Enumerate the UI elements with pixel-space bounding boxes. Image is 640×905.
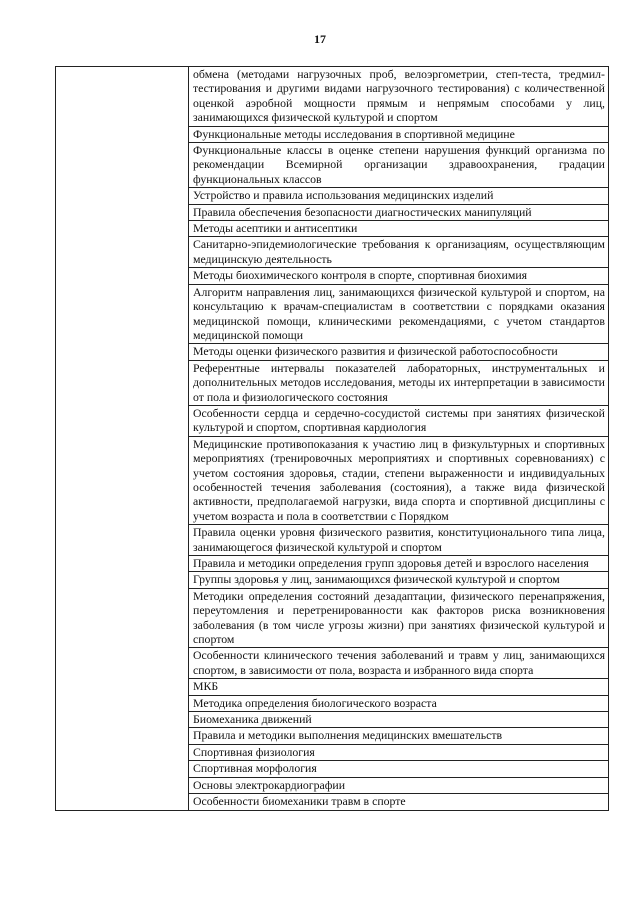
requirement-cell: Основы электрокардиографии <box>189 777 609 793</box>
requirement-cell: Санитарно-эпидемиологические требования к организациям, осуществляющим медицинскую деятельность <box>189 237 609 268</box>
requirement-cell: Функциональные методы исследования в спортивной медицине <box>189 126 609 142</box>
requirement-cell: Методика определения биологического возраста <box>189 695 609 711</box>
requirement-cell: Методы асептики и антисептики <box>189 221 609 237</box>
requirement-cell: Правила и методики определения групп здоровья детей и взрослого населения <box>189 556 609 572</box>
page-number: 17 <box>314 32 326 46</box>
requirement-cell: обмена (методами нагрузочных проб, велоэргометрии, степ-теста, тредмил-тестирования и другими видами нагрузочного тестирования) с количественной оценкой аэробной мощности прямым и непрямым способами у лиц, занимающихся физической культурой и спортом <box>189 67 609 127</box>
requirement-cell: Особенности клинического течения заболеваний и травм у лиц, занимающихся спортом, в зависимости от пола, возраста и избранного вида спорта <box>189 648 609 679</box>
table-body <box>56 67 609 811</box>
table-row <box>56 67 609 127</box>
requirement-cell: Правила и методики выполнения медицинских вмешательств <box>189 728 609 744</box>
requirement-cell: Биомеханика движений <box>189 712 609 728</box>
requirement-cell: Особенности сердца и сердечно-сосудистой системы при занятиях физической культурой и спортом, спортивная кардиология <box>189 405 609 436</box>
left-column-cell <box>56 67 189 811</box>
requirement-cell: МКБ <box>189 679 609 695</box>
requirement-cell: Особенности биомеханики травм в спорте <box>189 794 609 810</box>
requirement-cell: Функциональные классы в оценке степени нарушения функций организма по рекомендации Всемирной организации здравоохранения, градации функциональных классов <box>189 143 609 188</box>
requirement-cell: Методы биохимического контроля в спорте, спортивная биохимия <box>189 268 609 284</box>
requirement-cell: Методики определения состояний дезадаптации, физического перенапряжения, переутомления и перетренированности как факторов риска возникновения заболевания (в том числе угрозы жизни) при занятиях физической культурой и спортом <box>189 588 609 648</box>
requirement-cell: Референтные интервалы показателей лабораторных, инструментальных и дополнительных методов исследования, методы их интерпретации в зависимости от пола и физиологического состояния <box>189 360 609 405</box>
requirement-cell: Алгоритм направления лиц, занимающихся физической культурой и спортом, на консультацию к врачам-специалистам в соответствии с порядками оказания медицинской помощи, клиническими рекомендациями, с учетом стандартов медицинской помощи <box>189 284 609 344</box>
requirement-cell: Методы оценки физического развития и физической работоспособности <box>189 344 609 360</box>
requirement-cell: Группы здоровья у лиц, занимающихся физической культурой и спортом <box>189 572 609 588</box>
requirement-cell: Правила обеспечения безопасности диагностических манипуляций <box>189 204 609 220</box>
requirement-cell: Спортивная физиология <box>189 744 609 760</box>
requirement-cell: Устройство и правила использования медицинских изделий <box>189 188 609 204</box>
requirement-cell: Правила оценки уровня физического развития, конституционального типа лица, занимающегося физической культурой и спортом <box>189 525 609 556</box>
requirement-cell: Спортивная морфология <box>189 761 609 777</box>
knowledge-table <box>55 66 609 811</box>
requirement-cell: Медицинские противопоказания к участию лиц в физкультурных и спортивных мероприятиях (тренировочных мероприятиях и спортивных соревнованиях) с учетом состояния здоровья, стадии, степени выраженности и индивидуальных особенностей течения заболевания (состояния), а также вида физической активности, предполагаемой нагрузки, вида спорта и спортивной дисциплины с учетом возраста и пола в соответствии с Порядком <box>189 436 609 524</box>
